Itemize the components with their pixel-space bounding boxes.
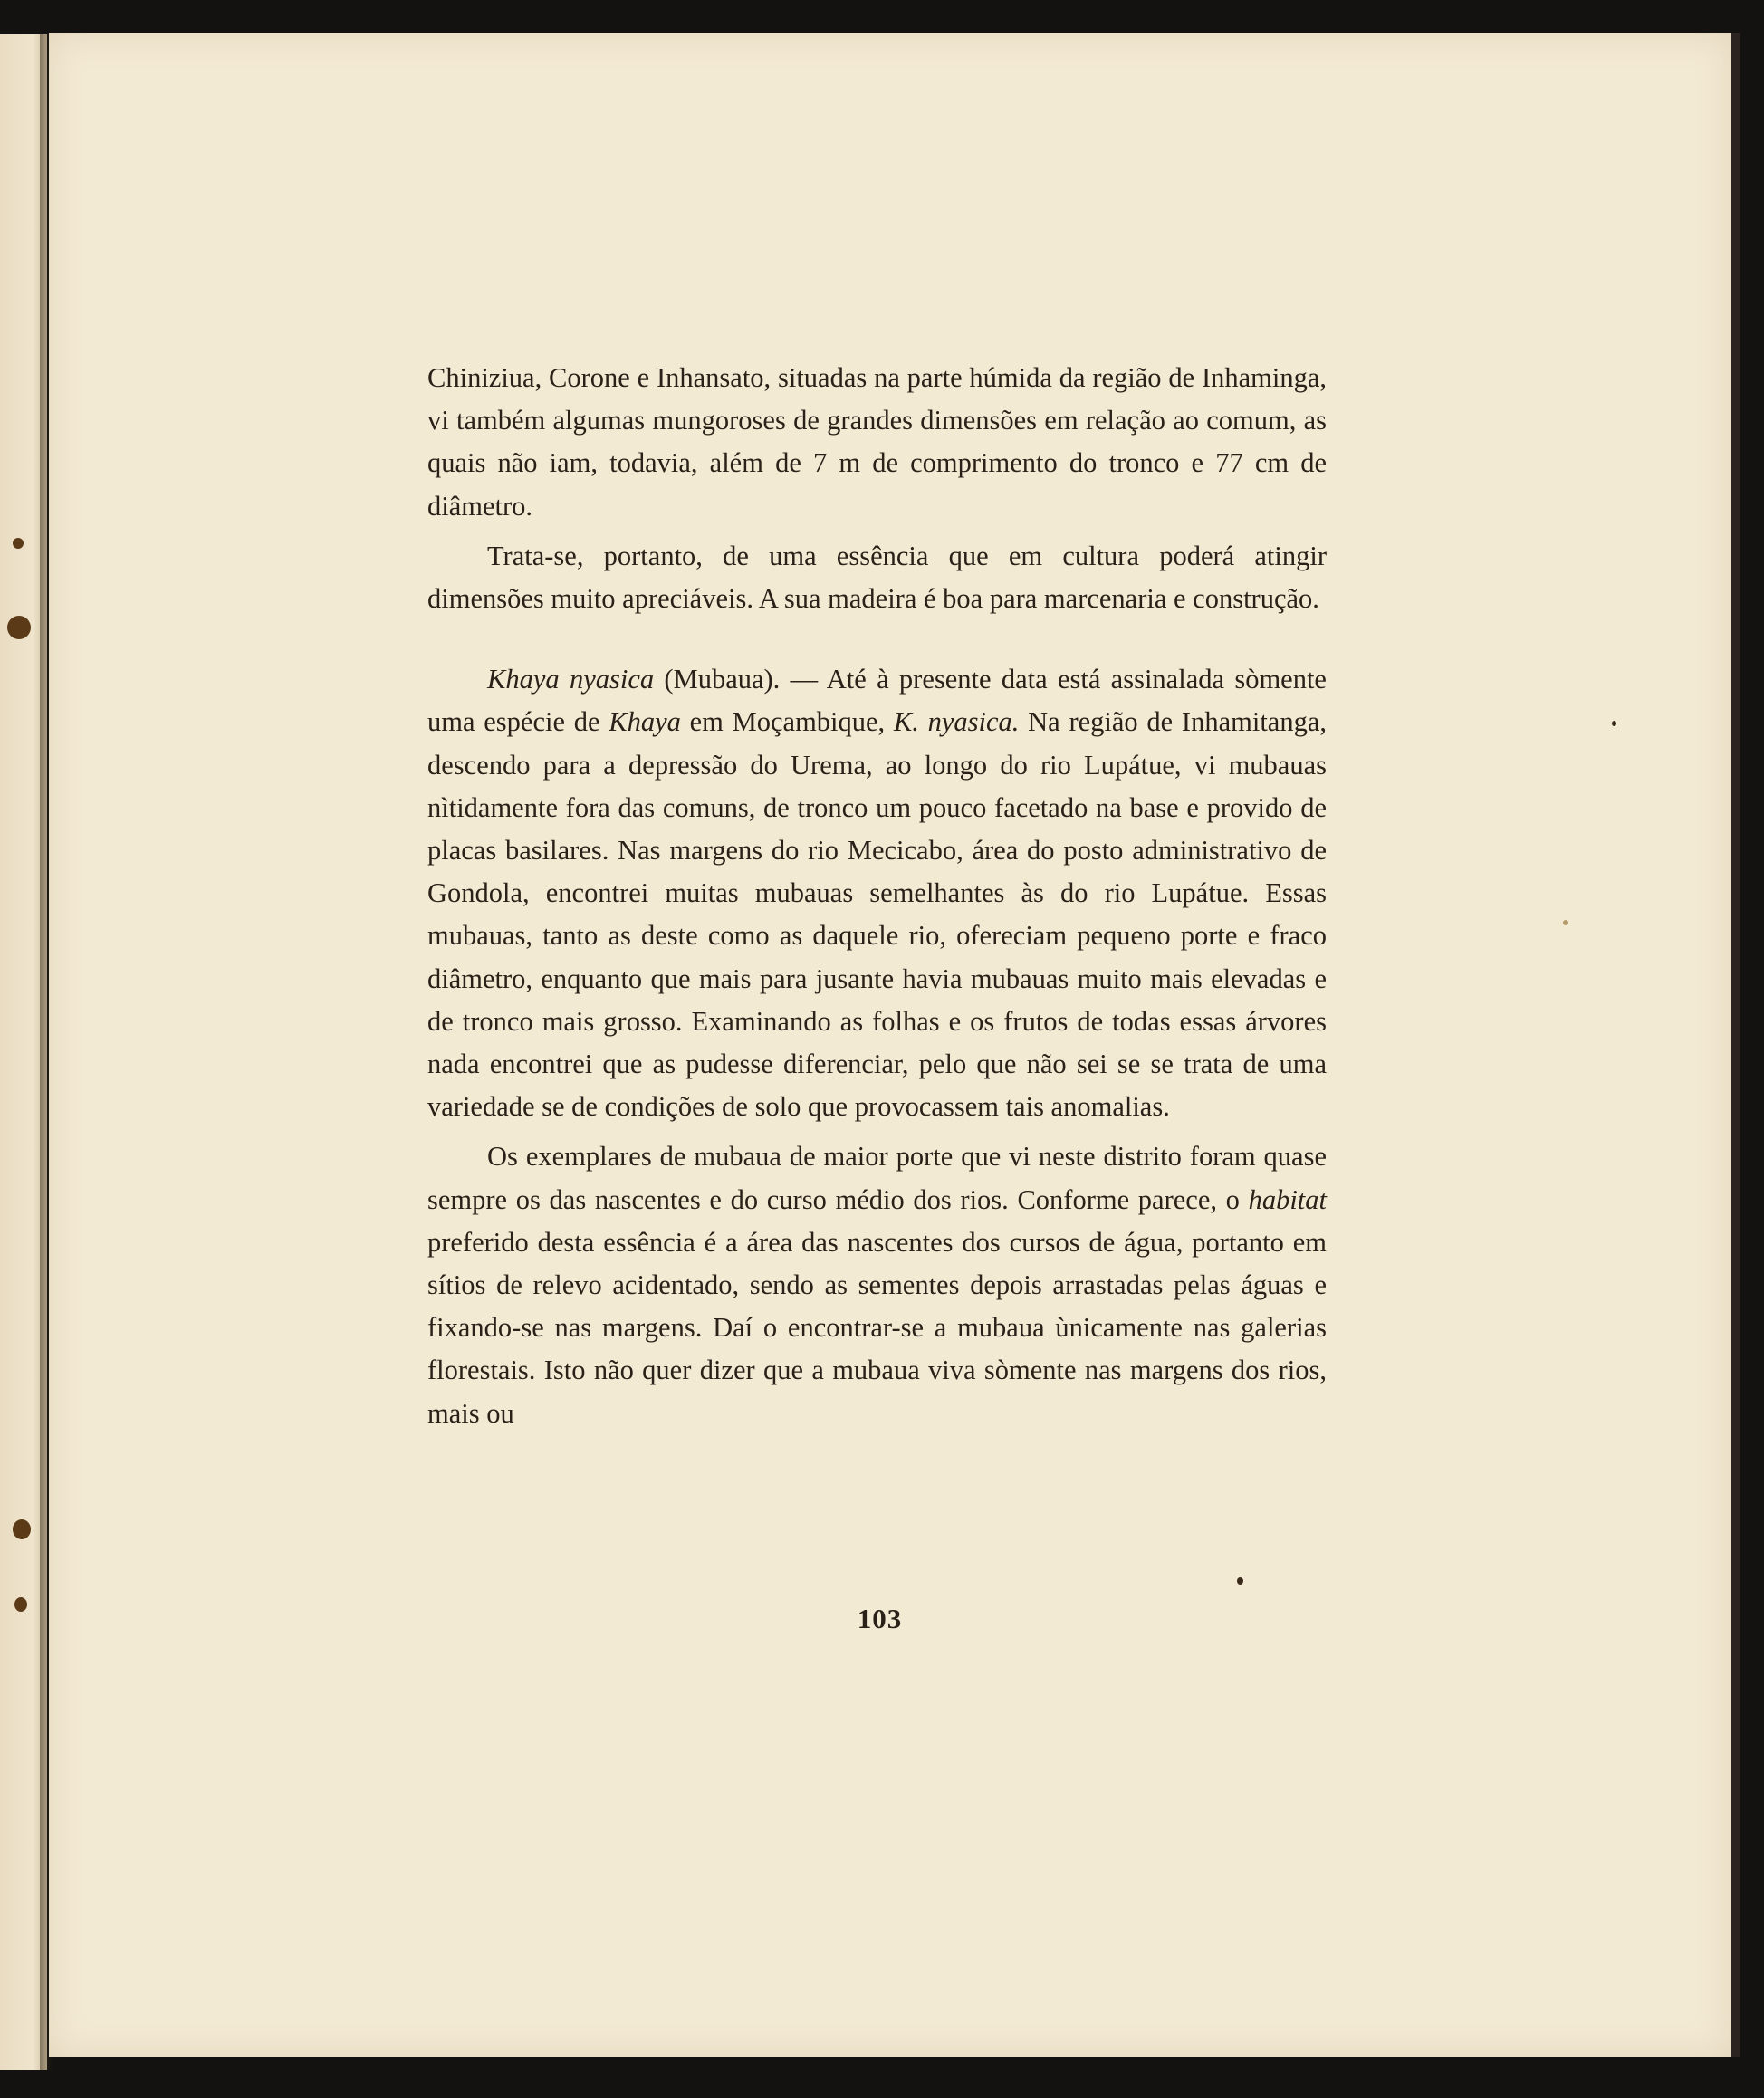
paragraph — [427, 357, 1327, 528]
text-run: Trata-se, portanto, de uma essência que em cultura poderá atingir dimensões muito apreciáveis. A sua madeira é boa para marcenaria e construção. — [427, 540, 1327, 615]
stain-mark — [14, 1597, 27, 1612]
paragraph — [427, 535, 1327, 620]
ink-speck — [1563, 920, 1568, 925]
text-run: Na região de Inhamitanga, descendo para a depressão do Urema, ao longo do rio Lupátue, vi mubauas nìtidamente fora das comuns, de tronco um pouco facetado na base e provido de placas basilares. Nas margens do rio Mecicabo, área do posto administrativo de Gondola, encontrei muitas mubauas semelhantes às do rio Lupátue. Essas mubauas, tanto as deste como as daquele rio, ofereciam pequeno porte e fraco diâmetro, enquanto que mais para jusante havia mubauas muito mais elevadas e de tronco mais grosso. Examinando as folhas e os frutos de todas essas árvores nada encontrei que as pudesse diferenciar, pelo que não sei se se trata de uma variedade se de condições de solo que provocassem tais anomalias. — [427, 706, 1327, 1123]
page-right-edge — [1731, 33, 1740, 2057]
italic-text: K. nyasica. — [893, 706, 1020, 738]
page-number: 103 — [857, 1603, 903, 1634]
stain-mark — [7, 616, 31, 639]
book-page — [49, 33, 1731, 2057]
body-text — [427, 357, 1327, 1442]
italic-text: habitat — [1248, 1183, 1327, 1215]
text-run: Chiniziua, Corone e Inhansato, situadas na parte húmida da região de Inhaminga, vi também algumas mungoroses de grandes dimensões em relação ao comum, as quais não iam, todavia, além de 7 m de comprimento do tronco e 77 cm de diâmetro. — [427, 362, 1327, 522]
italic-text: Khaya — [609, 706, 681, 738]
ink-speck — [1237, 1577, 1243, 1585]
paragraph — [427, 1135, 1327, 1434]
stain-mark — [13, 538, 24, 549]
stain-mark — [13, 1519, 31, 1539]
text-run: preferido desta essência é a área das nascentes dos cursos de água, portanto em sítios de relevo acidentado, sendo as sementes depois arrastadas pelas águas e fixando-se nas margens. Daí o encontrar-se a mubaua ùnicamente nas galerias florestais. Isto não quer dizer que a mubaua viva sòmente nas margens dos rios, mais ou — [427, 1226, 1327, 1429]
text-run: em Moçambique, — [680, 706, 894, 738]
text-run: Os exemplares de mubaua de maior porte que vi neste distrito foram quase sempre os das nascentes e do curso médio dos rios. Conforme parece, o — [427, 1141, 1327, 1215]
paragraph — [427, 658, 1327, 1128]
italic-text: Khaya nyasica — [487, 664, 655, 695]
text-run: (Mubaua). — Até à presente data está assinalada sòmente uma espécie de — [427, 664, 1327, 738]
ink-speck — [1612, 721, 1616, 726]
